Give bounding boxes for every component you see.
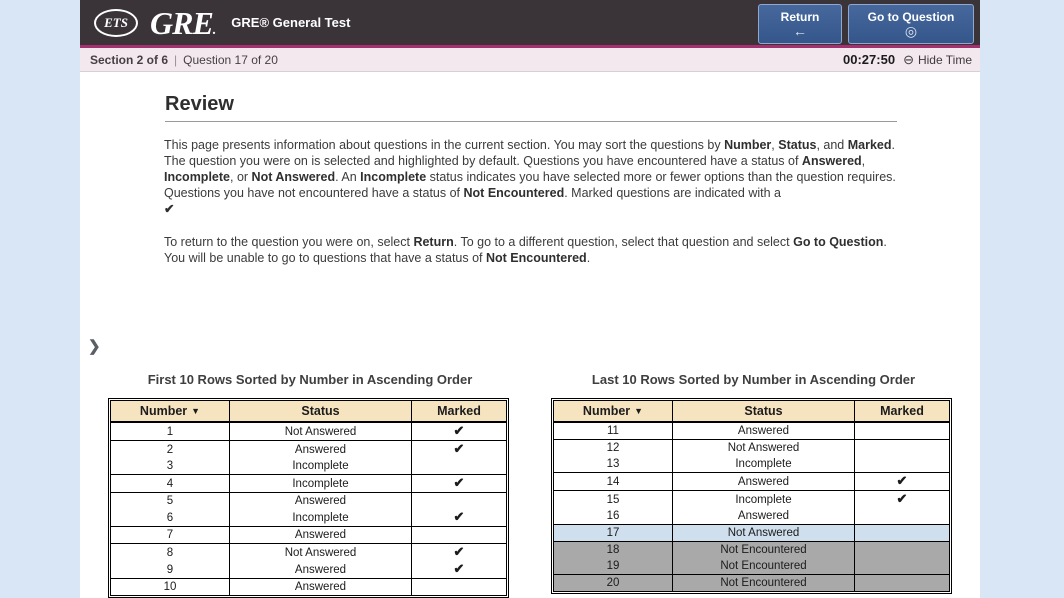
last-10-rows-table: [551, 398, 952, 594]
status-cell: Not Encountered: [673, 542, 855, 559]
marked-cell: [855, 525, 950, 542]
table-row[interactable]: [111, 544, 507, 562]
table-row: [554, 558, 950, 575]
question-number-cell: 19: [554, 558, 673, 575]
status-cell: Answered: [230, 441, 412, 459]
column-header-number[interactable]: Number ▼: [111, 401, 230, 423]
table-row[interactable]: [111, 579, 507, 596]
question-number-cell: 11: [554, 422, 673, 440]
column-header-marked[interactable]: Marked: [855, 401, 950, 423]
marked-cell: [412, 441, 507, 459]
marked-check-icon: ✔: [453, 475, 465, 490]
question-number-cell: 14: [554, 473, 673, 491]
question-number-cell: 8: [111, 544, 230, 562]
question-number-cell: 10: [111, 579, 230, 596]
column-header-status[interactable]: Status: [230, 401, 412, 423]
column-header-marked[interactable]: Marked: [412, 401, 507, 423]
ets-logo: ETS: [94, 9, 138, 37]
marked-cell: [412, 579, 507, 596]
question-number-cell: 13: [554, 456, 673, 473]
clock-minus-icon: ⊖: [903, 52, 914, 67]
marked-cell: [855, 422, 950, 440]
status-cell: Incomplete: [673, 491, 855, 509]
marked-check-icon: ✔: [453, 544, 465, 559]
app-title: GRE® General Test: [231, 15, 351, 30]
table-row[interactable]: [111, 475, 507, 493]
question-number-cell: 2: [111, 441, 230, 459]
separator: |: [174, 52, 178, 67]
question-number-cell: 17: [554, 525, 673, 542]
table-row[interactable]: [111, 422, 507, 441]
marked-cell: [855, 456, 950, 473]
question-number-cell: 15: [554, 491, 673, 509]
marked-cell: [855, 542, 950, 559]
question-review-table: [553, 400, 950, 592]
instructions-paragraph-2: To return to the question you were on, select Return. To go to a different question, select that question and select Go to Question. You will be unable to go to questions that have a status of Not Encountered.: [164, 235, 887, 265]
question-number-cell: 4: [111, 475, 230, 493]
status-cell: Answered: [230, 579, 412, 596]
table-header-row: [554, 401, 950, 423]
marked-check-icon: ✔: [453, 441, 465, 456]
column-header-number[interactable]: Number ▼: [554, 401, 673, 423]
status-cell: Not Encountered: [673, 575, 855, 592]
marked-cell: [412, 527, 507, 544]
question-number-cell: 5: [111, 493, 230, 510]
question-number-cell: 7: [111, 527, 230, 544]
table-row[interactable]: [111, 458, 507, 475]
table-row[interactable]: [111, 527, 507, 544]
question-number-cell: 20: [554, 575, 673, 592]
question-number-cell: 3: [111, 458, 230, 475]
marked-check-icon: ✔: [896, 491, 908, 506]
status-cell: Incomplete: [230, 458, 412, 475]
marked-check-icon: ✔: [896, 473, 908, 488]
table-row[interactable]: [554, 456, 950, 473]
question-indicator: Question 17 of 20: [183, 52, 278, 67]
question-number-cell: 6: [111, 509, 230, 527]
first-10-rows-table: [108, 398, 509, 598]
status-cell: Not Answered: [230, 422, 412, 441]
table-row[interactable]: [111, 441, 507, 459]
column-header-status[interactable]: Status: [673, 401, 855, 423]
hide-time-toggle[interactable]: [903, 53, 972, 67]
go-to-question-button-label: Go to Question: [867, 9, 955, 24]
test-window: [80, 0, 980, 598]
sort-arrow-icon: ▼: [634, 406, 644, 416]
table-row[interactable]: [111, 493, 507, 510]
marked-cell: [412, 475, 507, 493]
table-header-row: [111, 401, 507, 423]
timer-area: [843, 48, 972, 71]
status-cell: Answered: [673, 422, 855, 440]
status-cell: Not Encountered: [673, 558, 855, 575]
marked-cell: [412, 458, 507, 475]
instructions-paragraph-1: This page presents information about questions in the current section. You may sort the questions by Number, Status, and Marked. The question you were on is selected and highlighted by default. Questions you have encountered have a status of Answered, Incomplete, or Not Answered. An Incomplete status indicates you have selected more or fewer options than the question requires. Questions you have not encountered have a status of Not Encountered. Marked questions are indicated with a ✔: [164, 138, 896, 216]
marked-cell: [412, 561, 507, 579]
status-cell: Answered: [673, 473, 855, 491]
question-number-cell: 16: [554, 508, 673, 525]
left-arrow-icon: ←: [793, 22, 807, 39]
chevron-right-icon[interactable]: ❯: [88, 338, 101, 355]
table-row[interactable]: [554, 525, 950, 542]
section-indicator: Section 2 of 6: [90, 52, 169, 67]
table-row: [554, 542, 950, 559]
marked-check-icon: ✔: [453, 509, 465, 524]
gre-logo-dot: .: [212, 22, 216, 38]
status-cell: Incomplete: [230, 475, 412, 493]
status-cell: Not Answered: [673, 440, 855, 457]
table-row[interactable]: [554, 508, 950, 525]
marked-check-icon: ✔: [453, 423, 465, 438]
status-cell: Not Answered: [230, 544, 412, 562]
marked-cell: [412, 493, 507, 510]
status-cell: Incomplete: [673, 456, 855, 473]
gre-logo: GRE.: [150, 4, 216, 41]
marked-check-icon: ✔: [453, 561, 465, 576]
timer-value: 00:27:50: [843, 52, 896, 67]
marked-cell: [855, 473, 950, 491]
status-bar: [80, 48, 980, 72]
marked-cell: [855, 491, 950, 509]
right-table-title: Last 10 Rows Sorted by Number in Ascending Order: [591, 372, 916, 387]
marked-cell: [412, 422, 507, 441]
table-row[interactable]: [554, 422, 950, 440]
status-cell: Answered: [673, 508, 855, 525]
question-review-table: [110, 400, 507, 596]
marked-cell: [855, 440, 950, 457]
marked-cell: [855, 508, 950, 525]
hide-time-label: Hide Time: [917, 52, 972, 67]
go-to-question-button[interactable]: [848, 4, 974, 44]
question-number-cell: 9: [111, 561, 230, 579]
table-row[interactable]: [554, 440, 950, 457]
status-cell: Answered: [230, 493, 412, 510]
return-button[interactable]: [758, 4, 842, 44]
title-underline: [165, 121, 897, 122]
marked-cell: [855, 575, 950, 592]
question-number-cell: 18: [554, 542, 673, 559]
table-row[interactable]: [554, 473, 950, 491]
target-icon: ◎: [904, 22, 918, 39]
top-header-bar: [80, 0, 980, 45]
sort-arrow-icon: ▼: [191, 406, 201, 416]
status-cell: Answered: [230, 527, 412, 544]
header-buttons: [758, 4, 974, 44]
status-cell: Not Answered: [673, 525, 855, 542]
status-cell: Answered: [230, 561, 412, 579]
question-number-cell: 12: [554, 440, 673, 457]
page-title: Review: [165, 93, 234, 115]
marked-cell: [412, 509, 507, 527]
table-row: [554, 575, 950, 592]
marked-cell: [855, 558, 950, 575]
marked-cell: [412, 544, 507, 562]
left-table-title: First 10 Rows Sorted by Number in Ascending Order: [147, 372, 473, 387]
return-button-label: Return: [780, 9, 820, 24]
question-number-cell: 1: [111, 422, 230, 441]
table-row[interactable]: [111, 561, 507, 579]
table-row[interactable]: [554, 491, 950, 509]
status-cell: Incomplete: [230, 509, 412, 527]
table-row[interactable]: [111, 509, 507, 527]
